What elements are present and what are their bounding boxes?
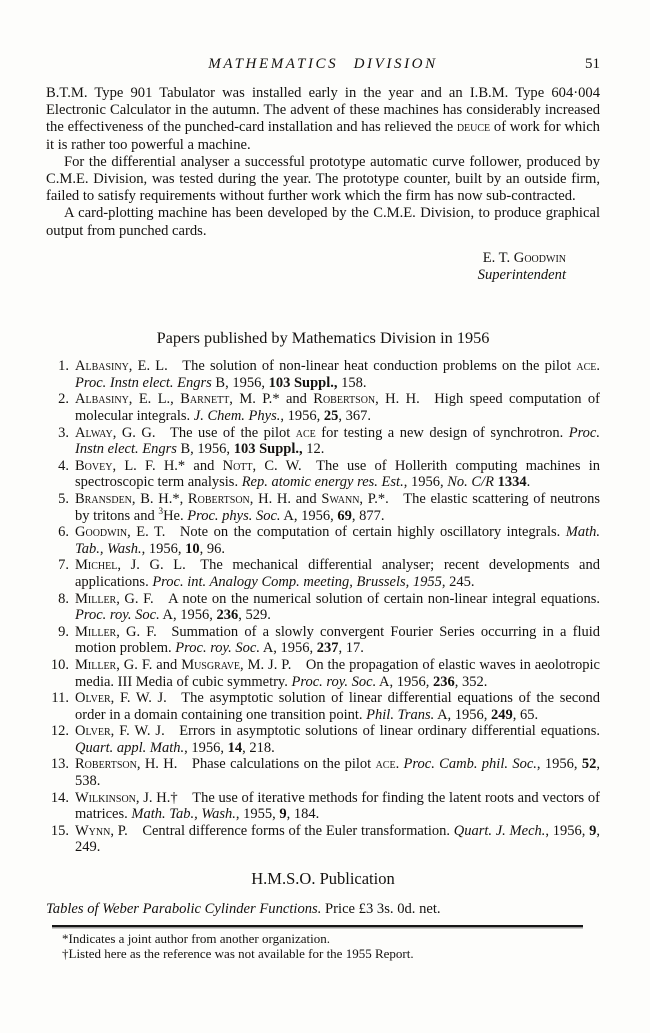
reference-item — [46, 723, 600, 756]
reference-number: 15. — [50, 822, 69, 839]
reference-text: Bovey, L. F. H.* and Nott, C. W. The use of Hollerith computing machines in spectroscopic term analysis. Rep. atomic energy res. Est., 1956, No. C/R 1334. — [75, 457, 600, 491]
signature-block — [46, 250, 600, 284]
reference-text: Miller, G. F. Summation of a slowly convergent Fourier Series occurring in a fluid motion problem. Proc. roy. Soc. A, 1956, 237, 17. — [75, 623, 600, 657]
reference-item — [46, 458, 600, 491]
reference-text: Goodwin, E. T. Note on the computation of certain highly oscillatory integrals. Math. Tab., Wash., 1956, 10, 96. — [75, 524, 600, 557]
reference-number: 11. — [51, 690, 69, 707]
references-list — [46, 358, 600, 856]
hmso-section-heading: H.M.S.O. Publication — [251, 869, 395, 889]
reference-item — [46, 391, 600, 424]
reference-text: Olver, F. W. J. Errors in asymptotic solutions of linear ordinary differential equations. Quart. appl. Math., 1956, 14, 218. — [75, 723, 600, 756]
reference-text: Michel, J. G. L. The mechanical differential analyser; recent developments and applications. Proc. int. Analogy Comp. meeting, Brussels, 1955, 245. — [75, 557, 600, 590]
footnote-dagger: †Listed here as the reference was not available for the 1955 Report. — [62, 945, 414, 961]
reference-number: 1. — [58, 358, 69, 375]
reference-text: Alway, G. G. The use of the pilot ace for testing a new design of synchrotron. Proc. Instn elect. Engrs B, 1956, 103 Suppl., 12. — [75, 424, 600, 458]
reference-text: Miller, G. F. A note on the numerical solution of certain non-linear integral equations. Proc. roy. Soc. A, 1956, 236, 529. — [75, 590, 601, 624]
reference-number: 14. — [50, 789, 69, 806]
reference-item — [46, 823, 600, 856]
footnotes-block — [62, 932, 600, 962]
signature-name: E. T. Goodwin — [482, 249, 566, 266]
reference-item — [46, 524, 600, 557]
hmso-publication-line: Tables of Weber Parabolic Cylinder Functions. Price £3 3s. 0d. net. — [46, 901, 441, 918]
signature-role: Superintendent — [477, 267, 566, 284]
papers-section-heading: Papers published by Mathematics Division in 1956 — [156, 328, 490, 348]
reference-number: 2. — [58, 391, 69, 408]
reference-item — [46, 591, 600, 624]
reference-item — [46, 358, 600, 391]
reference-text: Albasiny, E. L. The solution of non-linear heat conduction problems on the pilot ace. Proc. Instn elect. Engrs B, 1956, 103 Suppl., 158. — [75, 358, 600, 391]
reference-number: 7. — [58, 557, 69, 574]
reference-number: 3. — [58, 424, 69, 441]
reference-number: 13. — [50, 756, 69, 773]
reference-text: Miller, G. F. and Musgrave, M. J. P. On the propagation of elastic waves in aeolotropic media. III Media of cubic symmetry. Proc. roy. Soc. A, 1956, 236, 352. — [75, 656, 600, 690]
footnote-asterisk: *Indicates a joint author from another organization. — [62, 931, 330, 947]
reference-text: Olver, F. W. J. The asymptotic solution of linear differential equations of the second order in a domain containing one transition point. Phil. Trans. A, 1956, 249, 65. — [75, 690, 600, 723]
paragraph-differential-analyser: For the differential analyser a successful prototype automatic curve follower, produced by C.M.E. Division, was tested during the year. The prototype counter, built by an outside firm, failed to satisfy requirements without further work which the firm has now sub-contracted. — [46, 153, 600, 205]
reference-text: Wilkinson, J. H.† The use of iterative methods for finding the latent roots and vectors of matrices. Math. Tab., Wash., 1955, 9, 184. — [75, 789, 600, 823]
reference-item — [46, 790, 600, 823]
reference-item — [46, 657, 600, 690]
reference-text: Albasiny, E. L., Barnett, M. P.* and Robertson, H. H. High speed computation of molecular integrals. J. Chem. Phys., 1956, 25, 367. — [75, 391, 600, 425]
reference-number: 6. — [58, 524, 69, 541]
reference-item — [46, 690, 600, 723]
reference-text: Robertson, H. H. Phase calculations on the pilot ace. Proc. Camb. phil. Soc., 1956, 52, 538. — [75, 756, 600, 790]
reference-item — [46, 491, 600, 524]
reference-item — [46, 756, 600, 789]
reference-item — [46, 624, 600, 657]
reference-number: 9. — [58, 623, 69, 640]
reference-number: 5. — [58, 490, 69, 507]
reference-text: Wynn, P. Central difference forms of the Euler transformation. Quart. J. Mech., 1956, 9, 249. — [75, 822, 601, 856]
reference-number: 10. — [50, 656, 69, 673]
reference-number: 8. — [58, 590, 69, 607]
reference-number: 12. — [50, 723, 69, 740]
page-header — [46, 55, 600, 73]
paragraph-card-plotting: A card-plotting machine has been developed by the C.M.E. Division, to produce graphical output from punched cards. — [46, 205, 600, 239]
reference-text: Bransden, B. H.*, Robertson, H. H. and Swann, P.*. The elastic scattering of neutrons by tritons and $^3$He. Proc. phys. Soc. A, 1956, 69, 877. — [75, 490, 601, 524]
paragraph-tabulator: B.T.M. Type 901 Tabulator was installed early in the year and an I.B.M. Type 604·004 Electronic Calculator in the autumn. The advent of these machines has considerably increased the effectiveness of the punched-card installation and has relieved the deuce of work for which it is rather too powerful a machine. — [46, 85, 600, 153]
reference-item — [46, 557, 600, 590]
footnote-divider — [52, 925, 583, 927]
reference-item — [46, 425, 600, 458]
reference-number: 4. — [58, 457, 69, 474]
page-number: 51 — [585, 56, 600, 72]
page-header-title: MATHEMATICS DIVISION — [208, 56, 438, 72]
